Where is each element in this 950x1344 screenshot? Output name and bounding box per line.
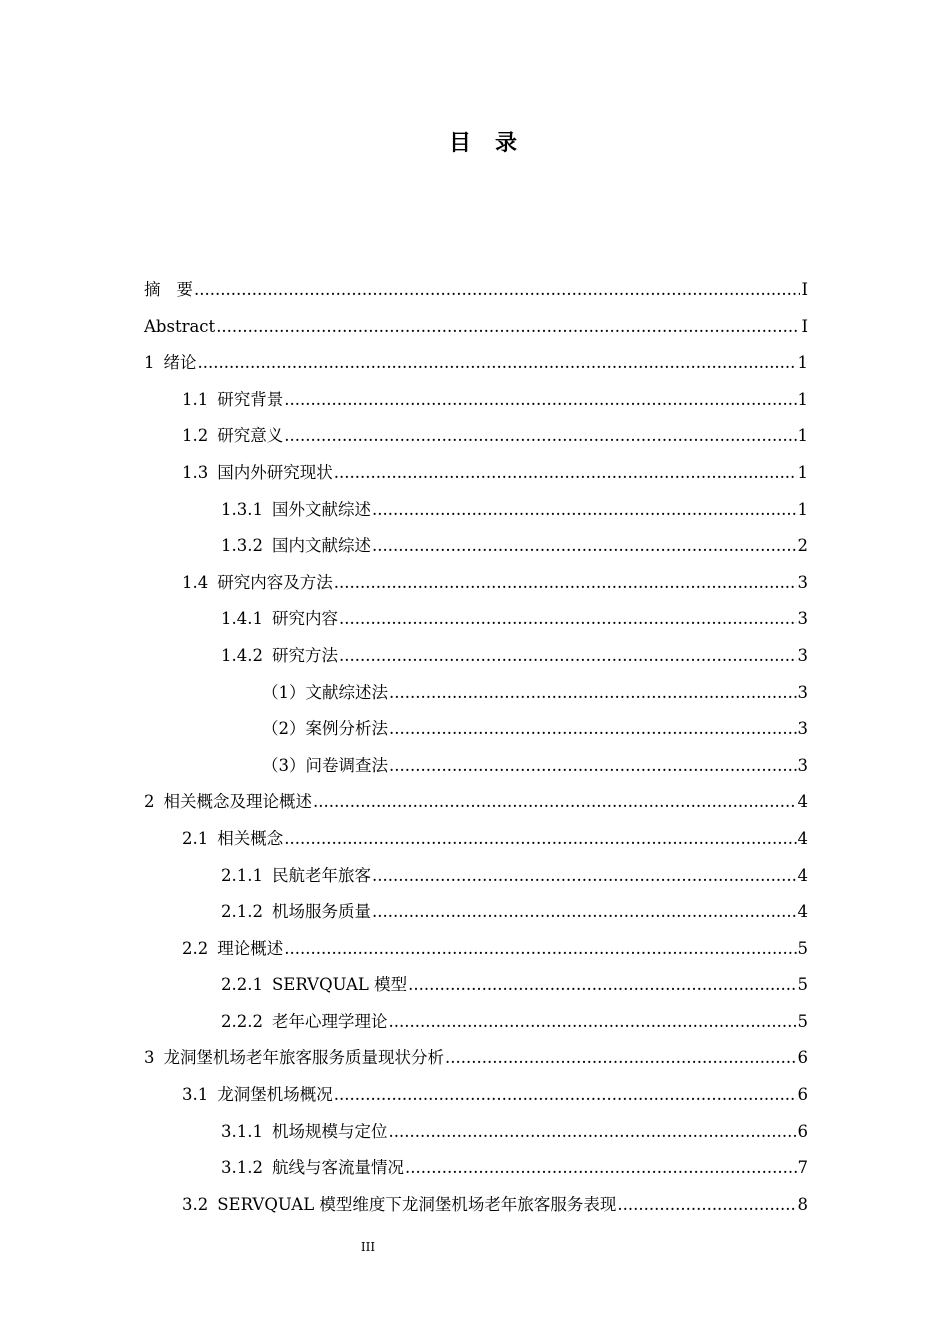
toc-entry[interactable] xyxy=(144,675,808,712)
toc-entry-label: 国外文献综述 xyxy=(271,499,371,519)
toc-entry-number: 2.2.2 xyxy=(221,1011,263,1031)
toc-entry[interactable] xyxy=(144,565,808,602)
toc-entry-page: 7 xyxy=(797,1158,808,1178)
toc-dot-leader xyxy=(194,272,800,309)
toc-dot-leader xyxy=(388,1004,796,1041)
toc-entry-number: 1.2 xyxy=(182,426,209,446)
toc-entry-number: 1.3.2 xyxy=(221,536,263,556)
toc-dot-leader xyxy=(216,309,800,346)
toc-entry-number: 3.1 xyxy=(182,1085,209,1105)
toc-entry-label: 老年心理学理论 xyxy=(271,1011,388,1031)
toc-entry-number: 2.1.1 xyxy=(221,865,263,885)
toc-entry-page: 8 xyxy=(797,1194,808,1214)
toc-dot-leader xyxy=(372,894,797,931)
toc-entry-label: Abstract xyxy=(144,316,216,336)
toc-entry-label: 研究方法 xyxy=(271,645,338,665)
toc-entry-number: 1.3.1 xyxy=(221,499,263,519)
toc-entry-label: 摘要 xyxy=(144,280,209,299)
toc-entry-number: 1.4 xyxy=(182,572,209,592)
toc-entry[interactable] xyxy=(144,858,808,895)
toc-entry-page: 1 xyxy=(797,389,808,409)
toc-entry[interactable] xyxy=(144,382,808,419)
toc-entry[interactable] xyxy=(144,272,808,309)
toc-entry[interactable] xyxy=(144,1077,808,1114)
toc-entry-page: I xyxy=(801,316,808,336)
toc-entry[interactable] xyxy=(144,784,808,821)
toc-entry-page: 1 xyxy=(797,462,808,482)
toc-entry-page: 3 xyxy=(797,719,808,739)
toc-dot-leader xyxy=(334,455,797,492)
toc-entry-page: 1 xyxy=(797,353,808,373)
toc-entry-number: 3.1.1 xyxy=(221,1121,263,1141)
toc-entry-label: 研究意义 xyxy=(217,426,284,446)
toc-entry-page: 4 xyxy=(797,792,808,812)
toc-entry[interactable] xyxy=(144,345,808,382)
toc-entry[interactable] xyxy=(144,748,808,785)
toc-dot-leader xyxy=(198,345,797,382)
toc-entry-number: 1.4.2 xyxy=(221,645,263,665)
toc-entry[interactable] xyxy=(144,638,808,675)
toc-dot-leader xyxy=(284,418,796,455)
toc-dot-leader xyxy=(372,492,797,529)
toc-entry-page: 6 xyxy=(797,1048,808,1068)
toc-dot-leader xyxy=(408,967,796,1004)
toc-entry-page: I xyxy=(801,280,808,299)
toc-entry[interactable] xyxy=(144,1040,808,1077)
toc-entry-page: 2 xyxy=(797,536,808,556)
toc-entry[interactable] xyxy=(144,1187,808,1224)
toc-entry[interactable] xyxy=(144,1004,808,1041)
toc-entry[interactable] xyxy=(144,492,808,529)
toc-entry-label: 相关概念 xyxy=(217,828,284,848)
toc-dot-leader xyxy=(389,711,797,748)
toc-dot-leader xyxy=(405,1150,797,1187)
toc-entry[interactable] xyxy=(144,1114,808,1151)
toc-entry[interactable] xyxy=(144,418,808,455)
toc-entry-number: 3.1.2 xyxy=(221,1158,263,1178)
toc-dot-leader xyxy=(339,601,797,638)
toc-entry-page: 3 xyxy=(797,755,808,775)
toc-entry-label: SERVQUAL 模型 xyxy=(271,975,408,995)
toc-entry-label: 民航老年旅客 xyxy=(271,865,371,885)
toc-entry-number: 2.2 xyxy=(182,938,209,958)
toc-dot-leader xyxy=(445,1040,797,1077)
toc-entry-page: 6 xyxy=(797,1121,808,1141)
toc-dot-leader xyxy=(284,382,796,419)
toc-entry-page: 6 xyxy=(797,1085,808,1105)
toc-dot-leader xyxy=(389,675,797,712)
toc-entry-number: 2.1 xyxy=(182,828,209,848)
toc-entry-label: 航线与客流量情况 xyxy=(271,1158,404,1178)
toc-entry[interactable] xyxy=(144,967,808,1004)
toc-entry[interactable] xyxy=(144,711,808,748)
toc-entry-number: 2 xyxy=(144,792,155,812)
toc-entry-number: 1.4.1 xyxy=(221,609,263,629)
toc-dot-leader xyxy=(339,638,797,675)
toc-dot-leader xyxy=(389,748,797,785)
toc-entry[interactable] xyxy=(144,309,808,346)
toc-dot-leader xyxy=(372,528,797,565)
toc-entry-page: 4 xyxy=(797,828,808,848)
toc-entry-label: 龙洞堡机场概况 xyxy=(217,1085,333,1105)
toc-entry-label: 研究背景 xyxy=(217,389,284,409)
toc-entry-page: 5 xyxy=(797,938,808,958)
toc-entry-number: 3 xyxy=(144,1048,155,1068)
toc-entry-label: 龙洞堡机场老年旅客服务质量现状分析 xyxy=(163,1048,444,1068)
toc-entry[interactable] xyxy=(144,528,808,565)
toc-entry-label: 机场规模与定位 xyxy=(271,1121,388,1141)
toc-entry-label: 国内文献综述 xyxy=(271,536,371,556)
toc-entry-number: 2.1.2 xyxy=(221,902,263,922)
toc-entry[interactable] xyxy=(144,894,808,931)
toc-entry-page: 3 xyxy=(797,572,808,592)
toc-dot-leader xyxy=(334,1077,797,1114)
toc-entry-label: 理论概述 xyxy=(217,938,284,958)
toc-entry-label: SERVQUAL 模型维度下龙洞堡机场老年旅客服务表现 xyxy=(217,1194,617,1214)
toc-entry-label: （3）问卷调查法 xyxy=(262,755,388,775)
toc-dot-leader xyxy=(372,858,797,895)
page-title: 目录 xyxy=(448,131,541,156)
toc-entry-label: 相关概念及理论概述 xyxy=(163,792,312,812)
toc-entry-number: 1.1 xyxy=(182,389,209,409)
toc-entry-page: 4 xyxy=(797,865,808,885)
toc-entry-page: 4 xyxy=(797,902,808,922)
table-of-contents xyxy=(144,272,808,1223)
toc-entry-page: 1 xyxy=(797,426,808,446)
toc-entry[interactable] xyxy=(144,931,808,968)
toc-entry-page: 5 xyxy=(797,975,808,995)
toc-entry[interactable] xyxy=(144,821,808,858)
toc-dot-leader xyxy=(313,784,797,821)
toc-entry-page: 3 xyxy=(797,609,808,629)
toc-entry-label: 绪论 xyxy=(163,353,197,373)
toc-entry-label: 研究内容 xyxy=(271,609,338,629)
toc-entry-label: （1）文献综述法 xyxy=(262,682,388,702)
toc-entry[interactable] xyxy=(144,455,808,492)
toc-entry-page: 1 xyxy=(797,499,808,519)
toc-dot-leader xyxy=(334,565,797,602)
toc-entry-number: 3.2 xyxy=(182,1194,209,1214)
toc-dot-leader xyxy=(617,1187,796,1224)
toc-entry-label: （2）案例分析法 xyxy=(262,719,388,739)
toc-entry-page: 3 xyxy=(797,645,808,665)
toc-entry-label: 国内外研究现状 xyxy=(217,462,333,482)
page-number: III xyxy=(360,1240,376,1254)
toc-entry-number: 1.3 xyxy=(182,462,209,482)
toc-entry-page: 3 xyxy=(797,682,808,702)
toc-entry-number: 2.2.1 xyxy=(221,975,263,995)
toc-entry[interactable] xyxy=(144,601,808,638)
toc-entry-page: 5 xyxy=(797,1011,808,1031)
toc-entry-label: 机场服务质量 xyxy=(271,902,371,922)
toc-entry[interactable] xyxy=(144,1150,808,1187)
toc-dot-leader xyxy=(284,821,796,858)
toc-entry-number: 1 xyxy=(144,353,155,373)
toc-dot-leader xyxy=(284,931,796,968)
toc-dot-leader xyxy=(388,1114,796,1151)
toc-entry-label: 研究内容及方法 xyxy=(217,572,333,592)
